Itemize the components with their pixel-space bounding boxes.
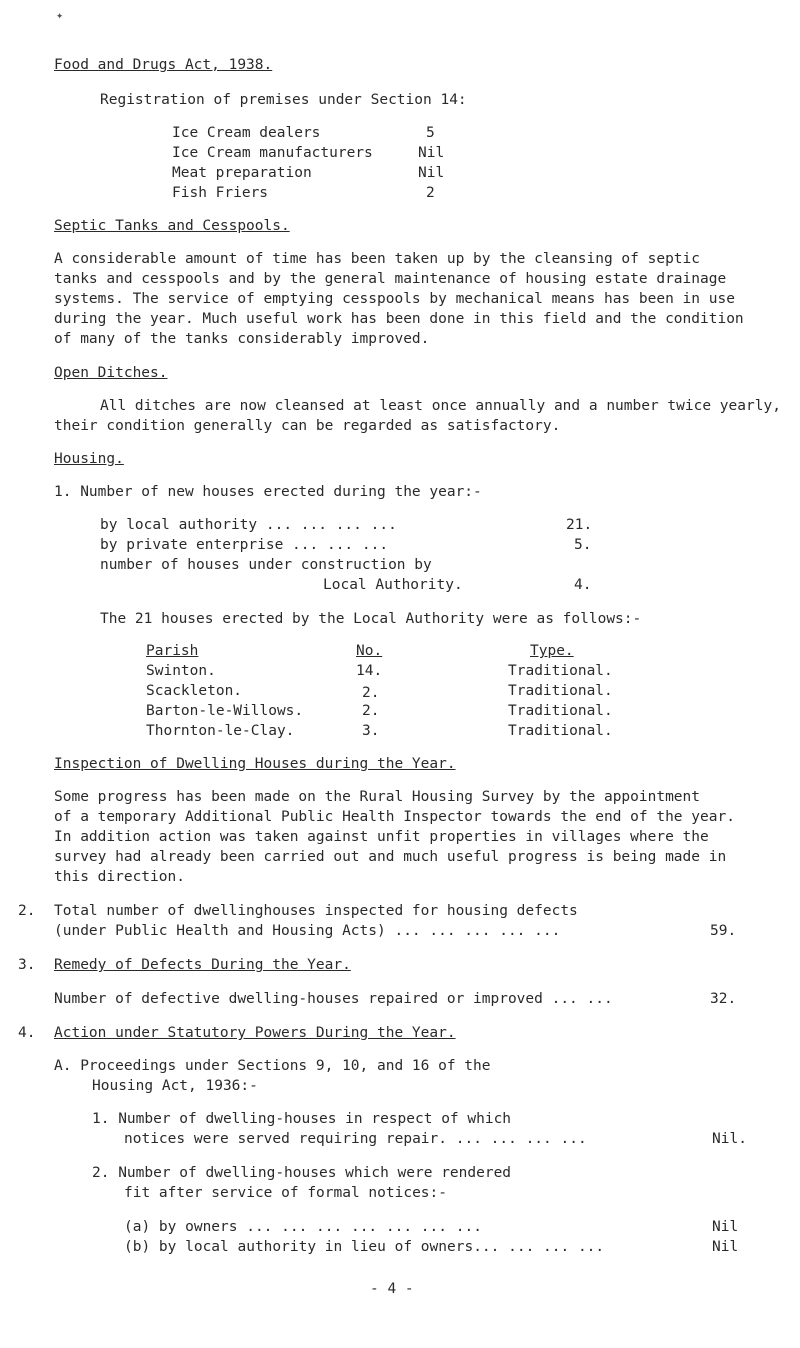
housing-row-label: by private enterprise ... ... ... [100,537,389,553]
table-cell-parish: Scackleton. [146,683,243,699]
item-number: 2. [18,903,36,919]
registration-value: Nil [418,145,445,161]
item4-sub-b-value: Nil [712,1239,739,1255]
item2-line: (under Public Health and Housing Acts) ... ... ... ... ... [54,923,561,939]
item4-sub2-line: 2. Number of dwelling-houses which were rendered [92,1165,512,1181]
item4-a-line: Housing Act, 1936:- [92,1078,258,1094]
item4-sub-a-value: Nil [712,1219,739,1235]
item3-value: 32. [710,991,737,1007]
registration-label: Ice Cream dealers [172,125,321,141]
inspection-heading: Inspection of Dwelling Houses during the Year. [54,756,456,772]
table-cell-parish: Barton-le-Willows. [146,703,304,719]
septic-line: of many of the tanks considerably improved. [54,331,430,347]
item3-heading: Remedy of Defects During the Year. [54,957,351,973]
inspection-line: Some progress has been made on the Rural Housing Survey by the appointment [54,789,701,805]
item4-sub1-value: Nil. [712,1131,747,1147]
inspection-line: this direction. [54,869,185,885]
table-header-type: Type. [530,643,574,659]
table-cell-type: Traditional. [508,703,613,719]
septic-heading: Septic Tanks and Cesspools. [54,218,290,234]
inspection-line: of a temporary Additional Public Health Inspector towards the end of the year. [54,809,735,825]
registration-intro: Registration of premises under Section 14: [100,92,467,108]
housing-row-value: 5. [574,537,592,553]
table-header-no: No. [356,643,383,659]
ditches-heading: Open Ditches. [54,365,168,381]
inspection-line: survey had already been carried out and much useful progress is being made in [54,849,727,865]
housing-row-value: 21. [566,517,593,533]
housing-row-label: by local authority ... ... ... ... [100,517,397,533]
table-cell-type: Traditional. [508,723,613,739]
item3-line: Number of defective dwelling-houses repaired or improved ... ... [54,991,613,1007]
table-cell-no: 2. [362,703,380,719]
item-number: 4. [18,1025,36,1041]
septic-line: A considerable amount of time has been taken up by the cleansing of septic [54,251,701,267]
table-cell-type: Traditional. [508,683,613,699]
table-cell-no: 3. [362,723,380,739]
item4-sub-a: (a) by owners ... ... ... ... ... ... ... [124,1219,482,1235]
ditches-line: their condition generally can be regarded as satisfactory. [54,418,561,434]
item4-sub1-line: notices were served requiring repair. ... ... ... ... [124,1131,587,1147]
table-cell-no: 14. [356,663,383,679]
item-number: 3. [18,957,36,973]
table-cell-no: 2. [362,685,380,701]
septic-line: tanks and cesspools and by the general maintenance of housing estate drainage [54,271,727,287]
item4-sub2-line: fit after service of formal notices:- [124,1185,448,1201]
table-header-parish: Parish [146,643,199,659]
item2-line: Total number of dwellinghouses inspected for housing defects [54,903,578,919]
registration-label: Ice Cream manufacturers [172,145,373,161]
housing-row-value: 4. [574,577,592,593]
scan-mark-icon: ✦ [56,8,64,22]
registration-label: Meat preparation [172,165,312,181]
table-cell-parish: Swinton. [146,663,216,679]
housing-item1: 1. Number of new houses erected during the year:- [54,484,482,500]
septic-line: during the year. Much useful work has been done in this field and the condition [54,311,744,327]
ditches-line: All ditches are now cleansed at least once annually and a number twice yearly, [100,398,781,414]
table-cell-parish: Thornton-le-Clay. [146,723,295,739]
registration-value: Nil [418,165,445,181]
inspection-line: In addition action was taken against unfit properties in villages where the [54,829,709,845]
housing-heading: Housing. [54,451,124,467]
registration-label: Fish Friers [172,185,269,201]
housing-intro-21: The 21 houses erected by the Local Authority were as follows:- [100,611,642,627]
item2-value: 59. [710,923,737,939]
item4-a-line: A. Proceedings under Sections 9, 10, and 16 of the [54,1058,491,1074]
table-cell-type: Traditional. [508,663,613,679]
registration-value: 5 [426,125,435,141]
housing-row-label: Local Authority. [323,577,463,593]
housing-row-label: number of houses under construction by [100,557,432,573]
item4-sub1-line: 1. Number of dwelling-houses in respect of which [92,1111,512,1127]
septic-line: systems. The service of emptying cesspools by mechanical means has been in use [54,291,735,307]
item4-heading: Action under Statutory Powers During the Year. [54,1025,456,1041]
registration-value: 2 [426,185,435,201]
item4-sub-b: (b) by local authority in lieu of owners... ... ... ... [124,1239,605,1255]
page-number: - 4 - [370,1281,414,1297]
page-title: Food and Drugs Act, 1938. [54,57,273,73]
